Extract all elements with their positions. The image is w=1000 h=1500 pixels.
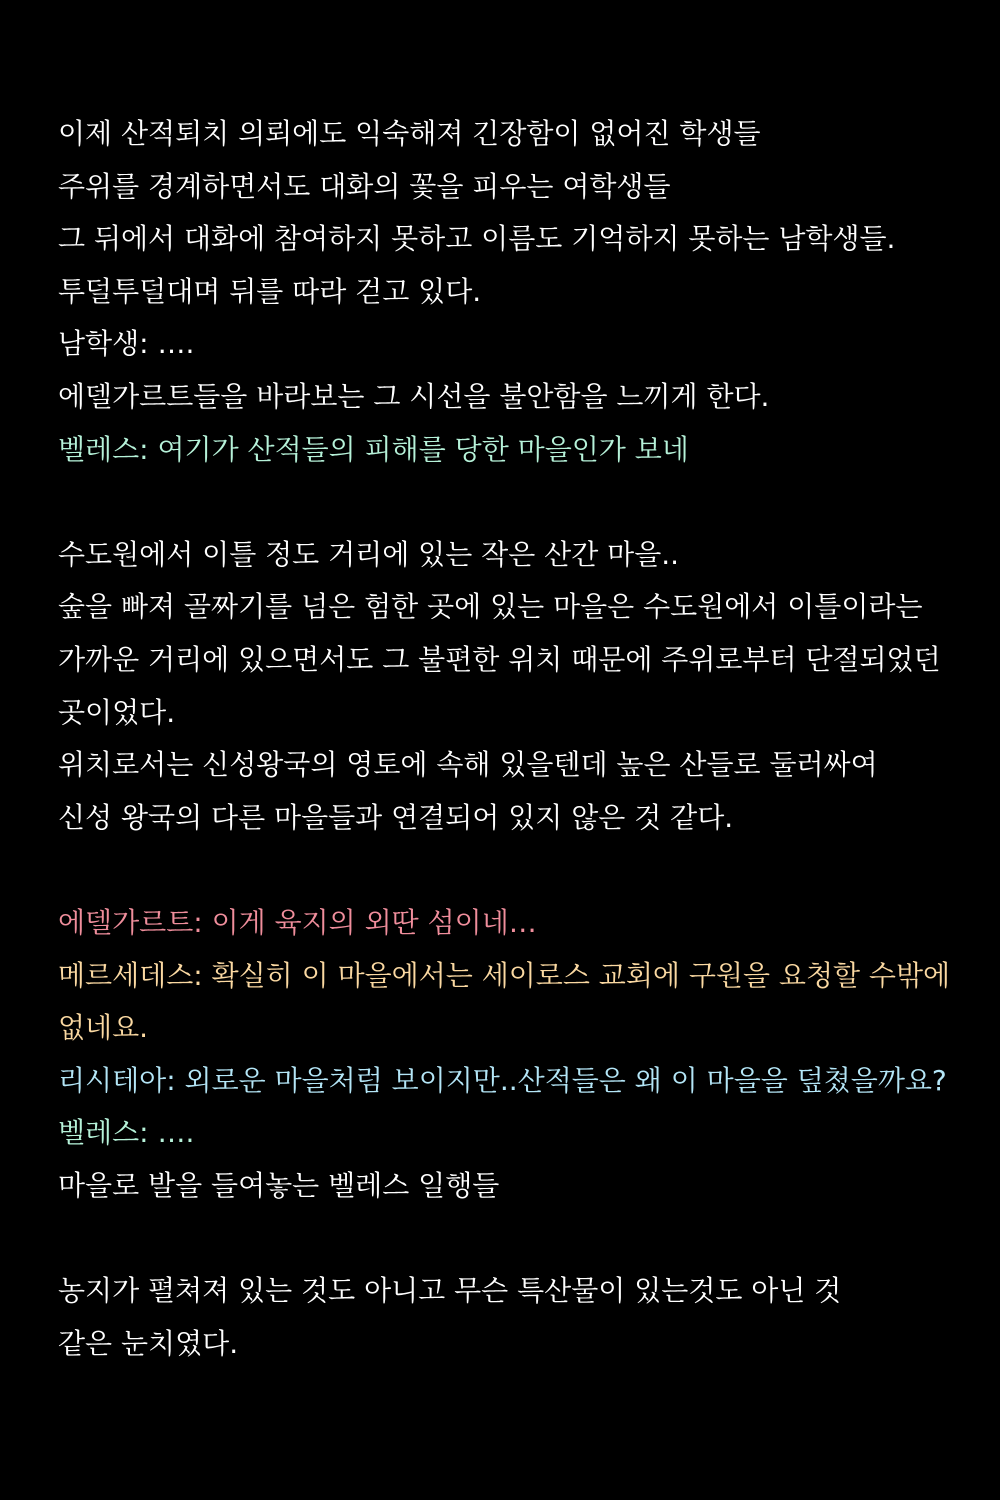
text-line-11: 가까운 거리에 있으면서도 그 불편한 위치 때문에 주위로부터 단절되었던 xyxy=(58,642,941,676)
text-line-24: 같은 눈치였다. xyxy=(58,1326,239,1360)
blank-line-22 xyxy=(58,1212,978,1265)
text-line-01: 이제 산적퇴치 의뢰에도 익숙해져 긴장함이 없어진 학생들 xyxy=(58,117,761,150)
blank-line-15 xyxy=(58,844,978,897)
dialogue-line-16: 에델가르트: 이게 육지의 외딴 섬이네… xyxy=(58,905,537,939)
dialogue-line-17: 메르세데스: 확실히 이 마을에서는 세이로스 교회에 구원을 요청할 수밖에 xyxy=(58,958,951,992)
text-line-06: 에델가르트들을 바라보는 그 시선을 불안함을 느끼게 한다. xyxy=(58,379,770,413)
story-text-block xyxy=(58,108,978,1370)
text-line-04: 투덜투덜대며 뒤를 따라 걷고 있다. xyxy=(58,274,482,308)
text-line-12: 곳이었다. xyxy=(58,695,176,729)
dialogue-line-18: 없네요. xyxy=(58,1011,149,1045)
text-line-09: 수도원에서 이틀 정도 거리에 있는 작은 산간 마을.. xyxy=(58,537,680,571)
text-line-10: 숲을 빠져 골짜기를 넘은 험한 곳에 있는 마을은 수도원에서 이틀이라는 xyxy=(58,590,923,624)
text-line-13: 위치로서는 신성왕국의 영토에 속해 있을텐데 높은 산들로 둘러싸여 xyxy=(58,748,878,782)
text-line-21: 마을로 발을 들여놓는 벨레스 일행들 xyxy=(58,1168,500,1202)
dialogue-line-07: 벨레스: 여기가 산적들의 피해를 당한 마을인가 보네 xyxy=(58,432,689,466)
text-line-03: 그 뒤에서 대화에 참여하지 못하고 이름도 기억하지 못하는 남학생들. xyxy=(58,222,896,256)
text-line-23: 농지가 펼쳐져 있는 것도 아니고 무슨 특산물이 있는것도 아닌 것 xyxy=(58,1274,842,1308)
text-line-02: 주위를 경계하면서도 대화의 꽃을 피우는 여학생들 xyxy=(58,169,671,203)
dialogue-line-19: 리시테아: 외로운 마을처럼 보이지만..산적들은 왜 이 마을을 덮쳤을까요? xyxy=(58,1063,947,1097)
blank-line-08 xyxy=(58,476,978,529)
dialogue-line-20: 벨레스: …. xyxy=(58,1116,195,1150)
text-line-14: 신성 왕국의 다른 마을들과 연결되어 있지 않은 것 같다. xyxy=(58,800,734,834)
text-line-05: 남학생: …. xyxy=(58,327,195,361)
